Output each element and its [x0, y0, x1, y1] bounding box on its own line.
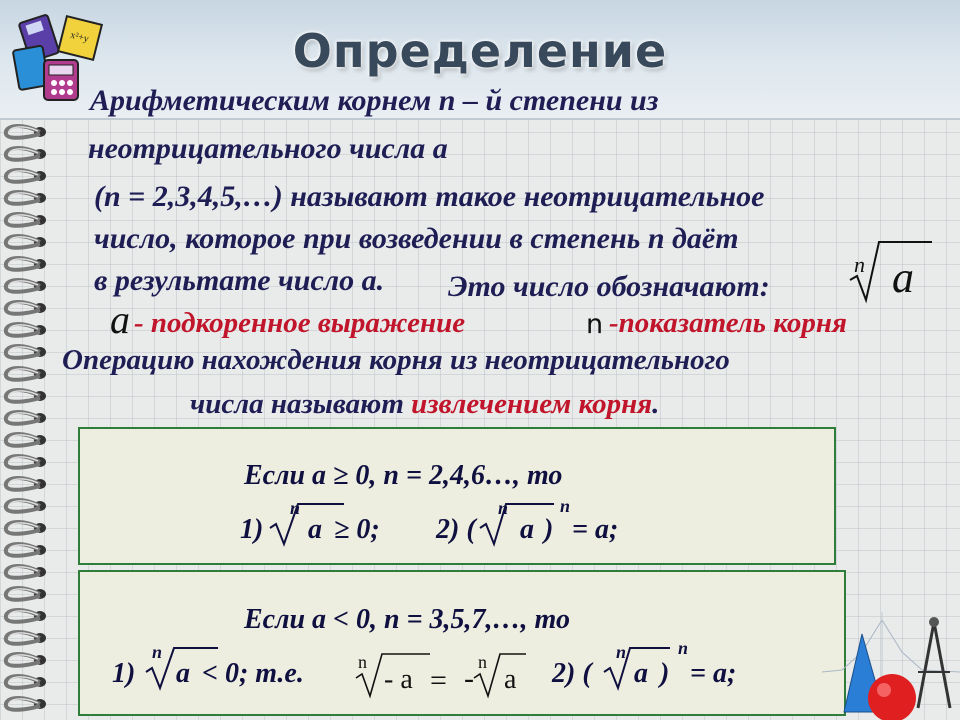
odd-condition: Если а < 0, n = 3,5,7,…, то [244, 604, 570, 635]
spiral-binding [0, 118, 52, 720]
root-index: n [854, 252, 865, 277]
svg-text:x²+y: x²+y [69, 29, 90, 45]
spiral-ring [6, 478, 46, 490]
svg-text:= a;: = a; [572, 514, 619, 545]
spiral-ring [6, 500, 46, 512]
root-radicand: a [892, 253, 914, 302]
definition-line-1: Арифметическим корнем n – й степени из [90, 84, 659, 117]
svg-text:≥ 0;: ≥ 0; [334, 514, 380, 545]
spiral-ring [6, 676, 46, 688]
spiral-ring [6, 192, 46, 204]
svg-text:< 0; т.е.: < 0; т.е. [202, 658, 304, 689]
definition-line-4: число, которое при возведении в степень n даёт [94, 222, 739, 255]
svg-text:): ) [544, 514, 554, 545]
svg-text:n: n [678, 638, 689, 658]
svg-text:): ) [660, 658, 670, 689]
spiral-ring [6, 346, 46, 358]
spiral-ring [6, 698, 46, 710]
definition-line-2: неотрицательного числа а [88, 132, 448, 165]
spiral-ring [6, 434, 46, 446]
svg-text:a: a [504, 664, 517, 695]
radicand-symbol: a [110, 297, 130, 342]
svg-text:n: n [290, 498, 301, 518]
root-symbol [846, 236, 938, 306]
svg-text:=: = [430, 664, 447, 697]
spiral-ring [6, 588, 46, 600]
spiral-ring [6, 236, 46, 248]
svg-text:n: n [358, 652, 367, 672]
svg-text:a: a [634, 658, 648, 689]
geometry-shapes-icon [822, 612, 960, 720]
spiral-ring [6, 456, 46, 468]
svg-text:- a: - a [384, 664, 413, 695]
spiral-ring [6, 214, 46, 226]
operation-line-2: числа называют извлечением корня. [190, 388, 660, 420]
svg-text:2) (: 2) ( [436, 514, 476, 545]
definition-line-5a: в результате число а. [94, 264, 385, 297]
even-condition: Если а ≥ 0, n = 2,4,6…, то [244, 460, 563, 491]
spiral-ring [6, 632, 46, 644]
definition-line-5b: Это число обозначают: [448, 270, 770, 303]
svg-text:2) (: 2) ( [552, 658, 592, 689]
index-label: -показатель корня [609, 307, 847, 339]
svg-text:n: n [560, 496, 571, 516]
svg-text:a: a [308, 514, 322, 545]
spiral-ring [6, 544, 46, 556]
page-title: Определение [292, 24, 668, 78]
odd-formulas [112, 638, 772, 704]
svg-text:1): 1) [112, 658, 136, 689]
spiral-ring [6, 412, 46, 424]
svg-text:a: a [176, 658, 190, 689]
svg-text:-: - [464, 662, 474, 695]
spiral-ring [6, 280, 46, 292]
spiral-ring [6, 148, 46, 160]
spiral-ring [6, 654, 46, 666]
spiral-ring [6, 324, 46, 336]
operation-line-1: Операцию нахождения корня из неотрицательного [62, 344, 730, 376]
spiral-ring [6, 390, 46, 402]
radicand-label: - подкоренное выражение [134, 307, 466, 339]
svg-text:n: n [498, 498, 509, 518]
svg-text:a: a [520, 514, 534, 545]
svg-text:n: n [616, 642, 627, 662]
spiral-ring [6, 302, 46, 314]
svg-text:n: n [478, 652, 487, 672]
spiral-ring [6, 566, 46, 578]
spiral-ring [6, 170, 46, 182]
svg-text:1): 1) [240, 514, 264, 545]
operation-highlight: извлечением корня [411, 388, 653, 420]
spiral-ring [6, 368, 46, 380]
spiral-ring [6, 610, 46, 622]
index-symbol: n [586, 309, 604, 340]
definition-line-3: (n = 2,3,4,5,…) называют такое неотрицательное [94, 180, 765, 213]
spiral-ring [6, 522, 46, 534]
spiral-ring [6, 126, 46, 138]
spiral-ring [6, 258, 46, 270]
svg-text:= a;: = a; [690, 658, 737, 689]
svg-text:n: n [152, 642, 163, 662]
even-formulas [240, 494, 660, 550]
